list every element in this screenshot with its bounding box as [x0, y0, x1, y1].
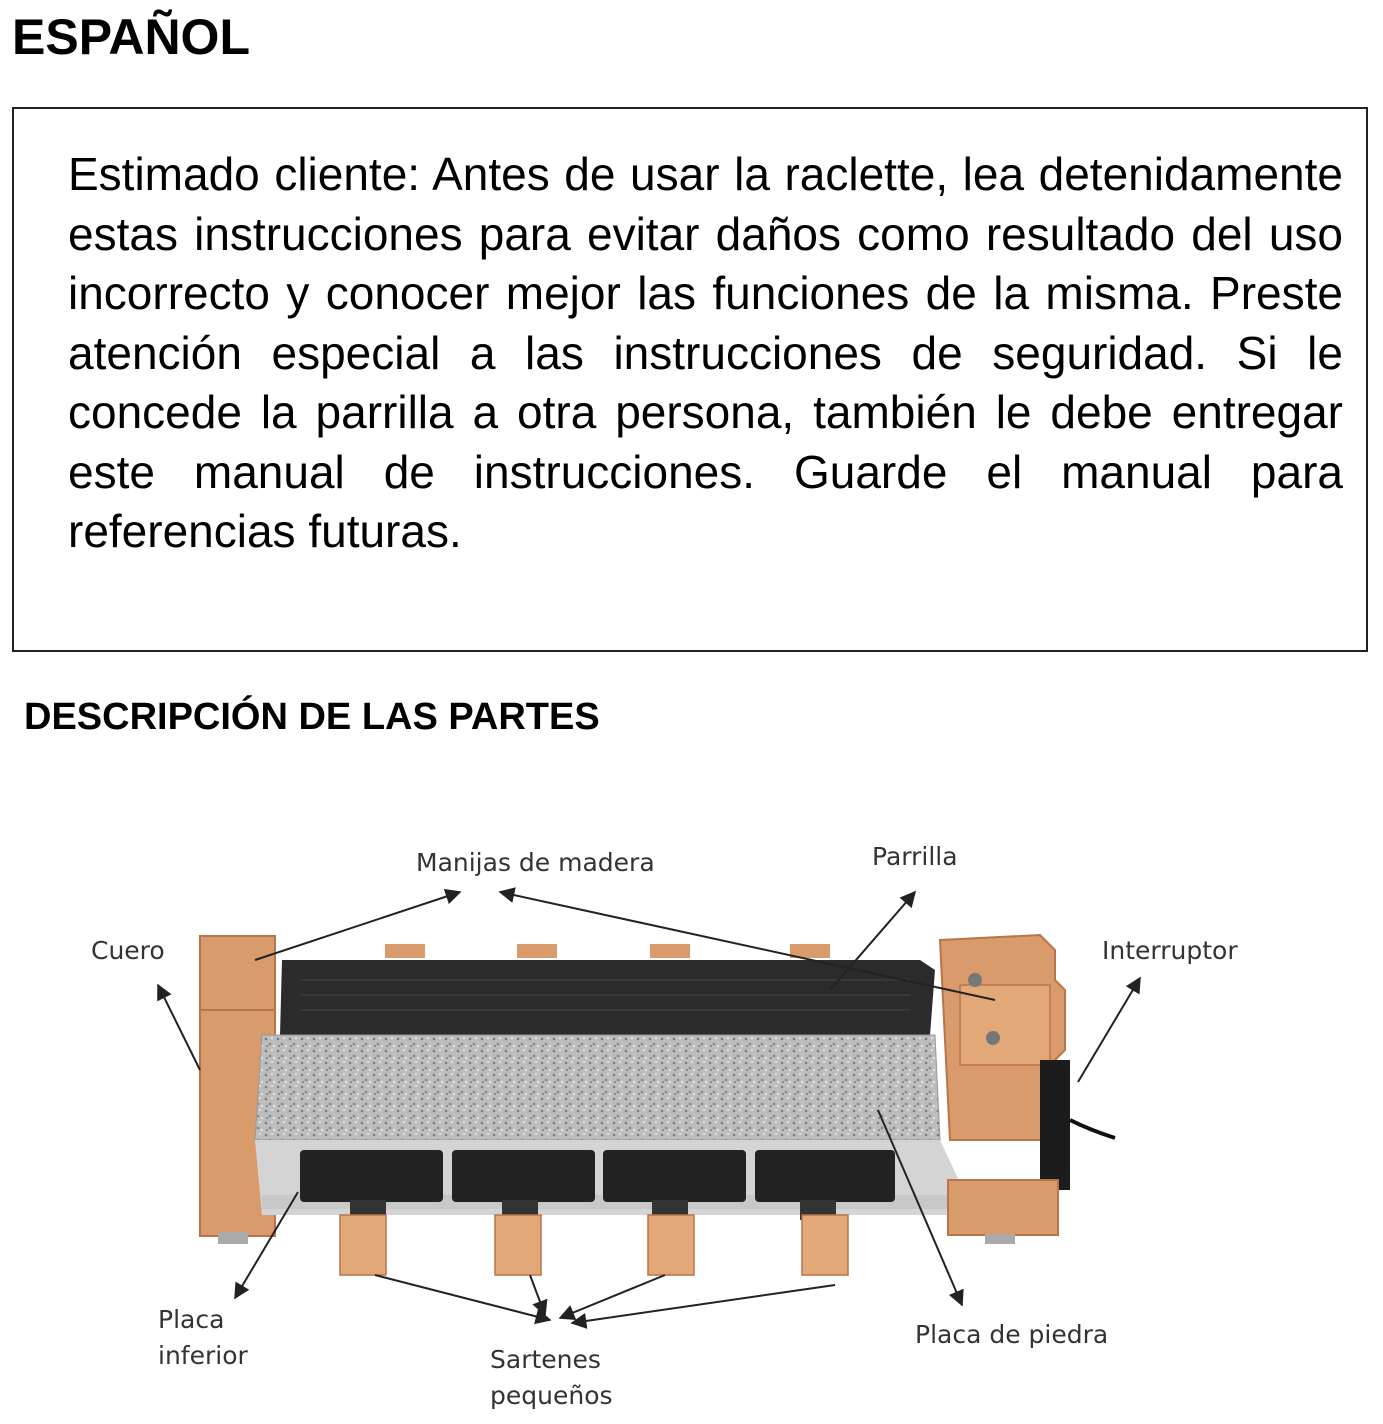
section-title: DESCRIPCIÓN DE LAS PARTES [24, 696, 600, 738]
pan-handle-3 [648, 1215, 694, 1275]
small-pan-2 [452, 1150, 595, 1202]
wood-handle-top-2 [517, 944, 557, 958]
label-small-pans: Sartenes pequeños [490, 1345, 613, 1410]
grill-plate [280, 960, 935, 1035]
stone-plate [255, 1035, 940, 1140]
label-wooden-handles: Manijas de madera [416, 848, 655, 877]
pan-handle-4 [802, 1215, 848, 1275]
small-pan-4 [755, 1150, 895, 1202]
small-pan-3 [603, 1150, 746, 1202]
label-switch: Interruptor [1102, 936, 1238, 965]
wood-handle-top-1 [385, 944, 425, 958]
language-heading: ESPAÑOL [12, 9, 250, 65]
label-grill: Parrilla [872, 842, 958, 871]
parts-diagram [0, 820, 1383, 1419]
right-wood-base [948, 1180, 1058, 1235]
label-bottom-plate: Placa inferior [158, 1305, 248, 1370]
intro-paragraph: Estimado cliente: Antes de usar la raclette, lea detenidamente estas instrucciones para evitar daños como resultado del uso incorrecto y conocer mejor las funciones de la misma. Preste atención especial a las instrucciones de seguridad. Si le concede la parrilla a otra persona, también le debe entregar este manual de instrucciones. Guarde el manual para referencias futuras. [68, 148, 1343, 557]
intro-notice-box [12, 107, 1368, 652]
wood-handle-top-3 [650, 944, 690, 958]
label-stone-plate: Placa de piedra [915, 1320, 1109, 1349]
pan-handle-1 [340, 1215, 386, 1275]
pan-handle-2 [495, 1215, 541, 1275]
small-pan-1 [300, 1150, 443, 1202]
label-leather: Cuero [91, 936, 165, 965]
